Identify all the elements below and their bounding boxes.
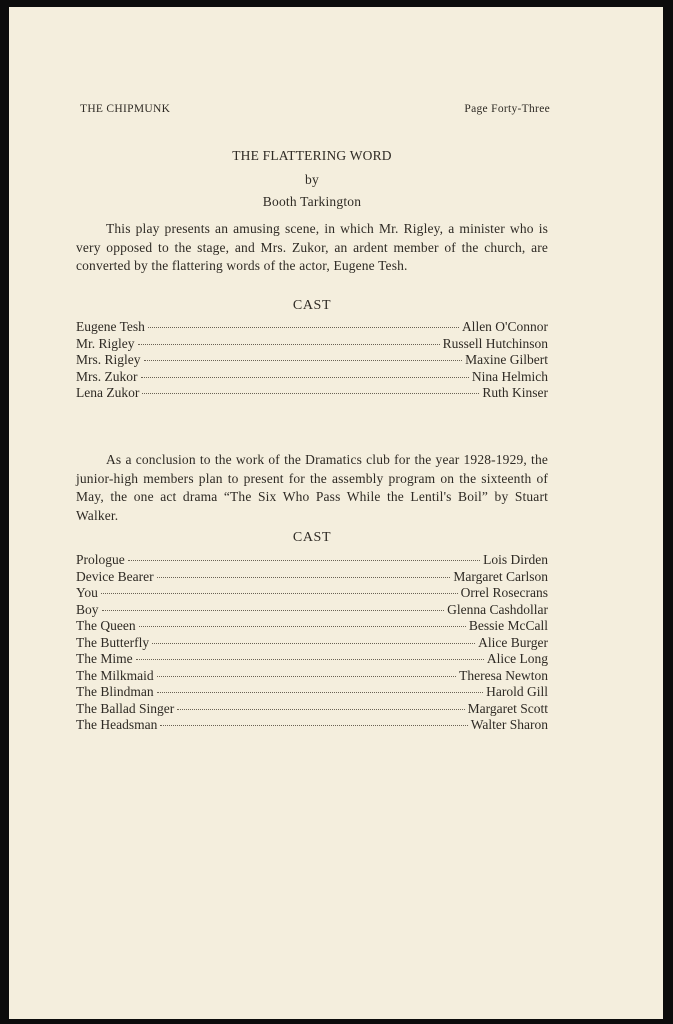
cast-row [76, 602, 548, 619]
cast-row [76, 369, 548, 386]
cast-actor: Margaret Scott [467, 700, 548, 716]
cast-actor: Russell Hutchinson [442, 335, 548, 351]
cast-role: Mr. Rigley [76, 335, 135, 351]
byline-word: by [305, 172, 319, 187]
cast-role: The Blindman [76, 684, 154, 699]
page-number-label: Page Forty-Three [464, 103, 550, 115]
cast-heading: CAST [292, 298, 332, 313]
cast-role: Lena Zukor [76, 385, 140, 400]
dot-leader [157, 577, 451, 578]
running-header [80, 103, 550, 115]
cast-row [76, 651, 548, 668]
cast-role: Mrs. Zukor [76, 368, 138, 384]
cast-actor: Lois Dirden [483, 552, 548, 567]
cast-heading: CAST [292, 530, 332, 545]
cast-row [76, 618, 548, 635]
dot-leader [101, 593, 458, 594]
cast-actor: Alice Long [486, 651, 548, 666]
document-page [9, 7, 663, 1019]
cast-role: The Milkmaid [76, 667, 154, 683]
cast-list [76, 319, 548, 402]
cast-row [76, 569, 548, 586]
play-author: Booth Tarkington [262, 194, 362, 209]
cast-row [76, 336, 548, 353]
dot-leader [139, 626, 466, 627]
dot-leader [152, 643, 475, 644]
dot-leader [144, 360, 463, 361]
dot-leader [148, 327, 459, 328]
cast-actor: Orrel Rosecrans [460, 585, 548, 600]
cast-row [76, 385, 548, 402]
cast-role: Boy [76, 601, 99, 617]
cast-row [76, 352, 548, 369]
cast-row [76, 552, 548, 569]
second-play-description-text: As a conclusion to the work of the Dramatics club for the year 1928-1929, the junior-high members plan to present for the assembly program on the sixteenth of May, the one act drama “The Six Who Pass While the Lentil's Boil” by Stuart Walker. [76, 452, 548, 523]
cast-actor: Alice Burger [478, 634, 548, 650]
second-play-description [76, 451, 548, 525]
cast-actor: Margaret Carlson [453, 568, 548, 584]
cast-actor: Bessie McCall [468, 618, 548, 633]
cast-actor: Glenna Cashdollar [447, 601, 548, 617]
play-description [76, 220, 548, 276]
cast-row [76, 585, 548, 602]
cast-role: The Ballad Singer [76, 700, 175, 716]
cast-actor: Ruth Kinser [482, 385, 548, 400]
publication-name: THE CHIPMUNK [80, 103, 171, 115]
cast-actor: Allen O'Connor [461, 319, 548, 334]
dot-leader [160, 725, 467, 726]
cast-role: Device Bearer [76, 568, 154, 584]
cast-role: Prologue [76, 552, 125, 567]
dot-leader [142, 393, 479, 394]
cast-actor: Walter Sharon [470, 717, 548, 732]
cast-row [76, 701, 548, 718]
cast-role: Eugene Tesh [76, 319, 145, 334]
cast-row [76, 319, 548, 336]
dot-leader [136, 659, 484, 660]
cast-role: The Headsman [76, 717, 158, 732]
dot-leader [141, 377, 469, 378]
cast-role: Mrs. Rigley [76, 352, 141, 367]
cast-role: The Butterfly [76, 634, 150, 650]
cast-row [76, 635, 548, 652]
dot-leader [177, 709, 464, 710]
cast-actor: Nina Helmich [471, 368, 548, 384]
play-description-text: This play presents an amusing scene, in which Mr. Rigley, a minister who is very opposed to the stage, and Mrs. Zukor, an ardent member of the church, are converted by the flattering words of the actor, Eugene Tesh. [76, 221, 548, 273]
cast-list [76, 552, 548, 734]
cast-row [76, 668, 548, 685]
cast-role: You [76, 585, 98, 600]
cast-actor: Maxine Gilbert [465, 352, 548, 367]
dot-leader [102, 610, 445, 611]
dot-leader [138, 344, 440, 345]
cast-role: The Queen [76, 618, 136, 633]
dot-leader [128, 560, 480, 561]
dot-leader [157, 676, 457, 677]
play-title: THE FLATTERING WORD [232, 148, 392, 163]
dot-leader [157, 692, 484, 693]
cast-row [76, 717, 548, 734]
cast-row [76, 684, 548, 701]
cast-actor: Theresa Newton [459, 667, 548, 683]
cast-role: The Mime [76, 651, 133, 666]
cast-actor: Harold Gill [486, 684, 548, 699]
